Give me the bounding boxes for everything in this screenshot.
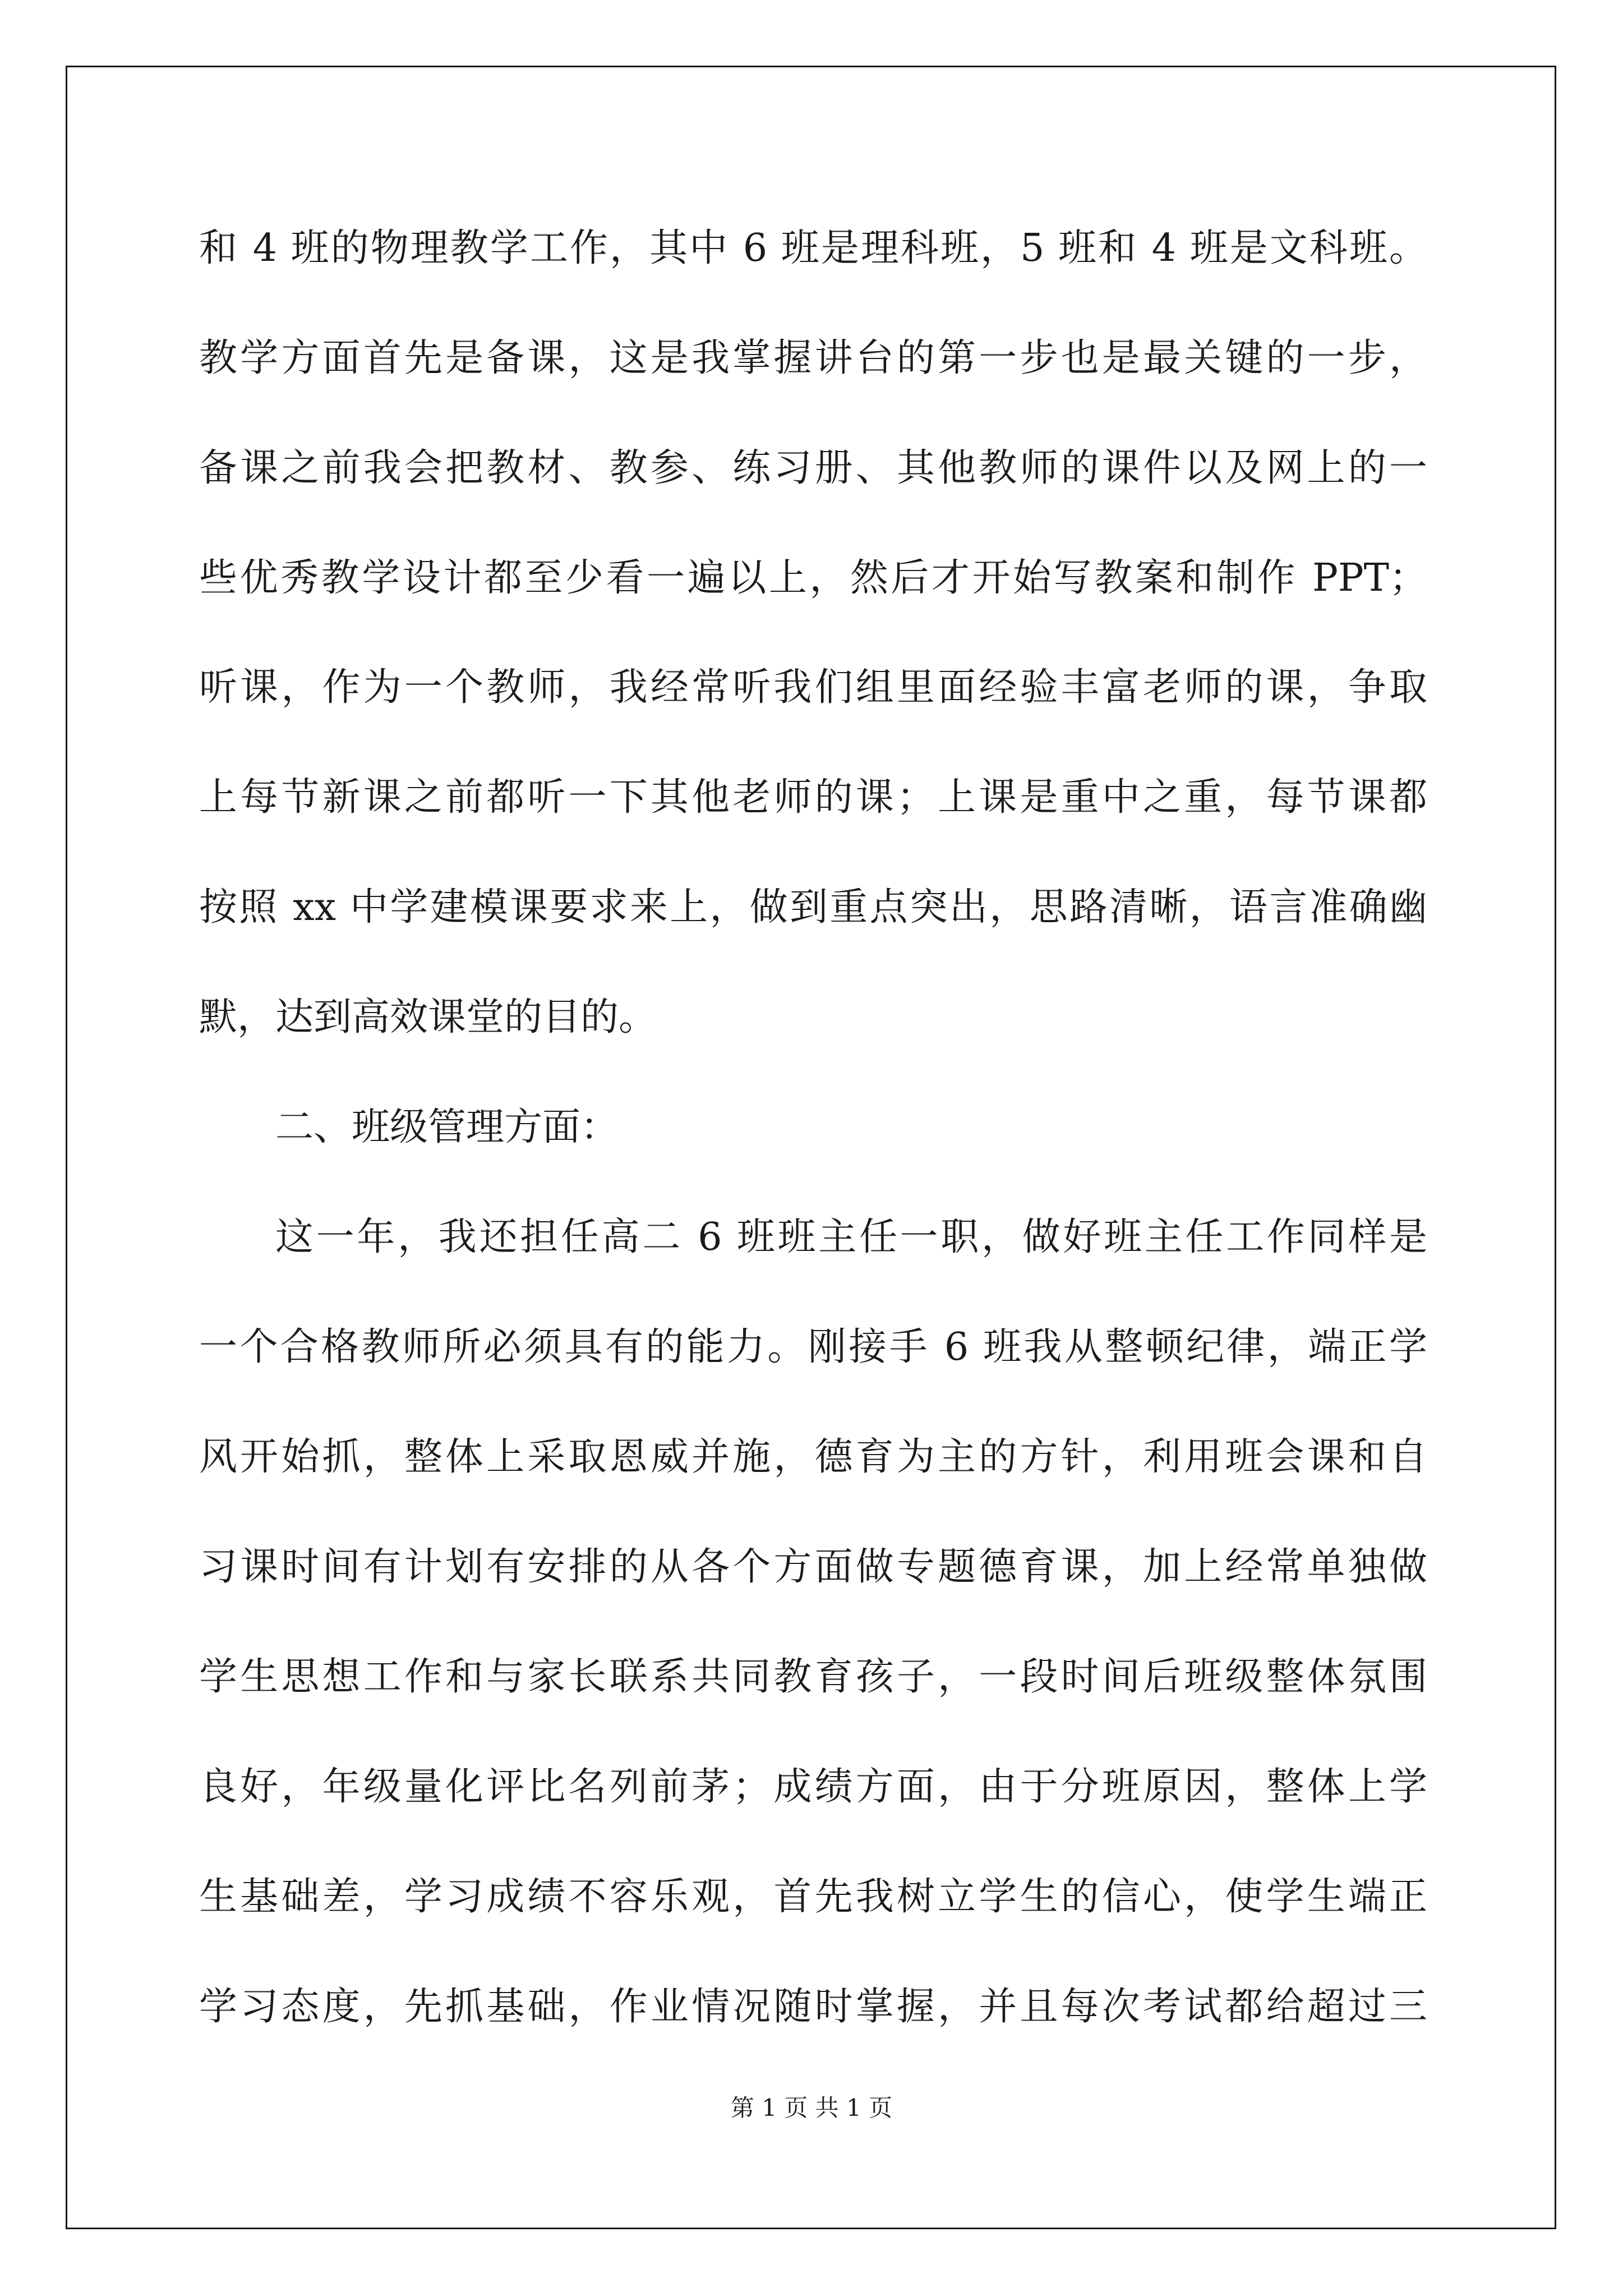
text-line: 生基础差，学习成绩不容乐观，首先我树立学生的信心，使学生端正 <box>199 1875 1427 1919</box>
text-line: 和 4 班的物理教学工作，其中 6 班是理科班，5 班和 4 班是文科班。 <box>199 226 1427 270</box>
text-line: 听课，作为一个教师，我经常听我们组里面经验丰富老师的课，争取 <box>199 665 1427 710</box>
text-line: 学生思想工作和与家长联系共同教育孩子，一段时间后班级整体氛围 <box>199 1655 1427 1699</box>
text-line: 学习态度，先抓基础，作业情况随时掌握，并且每次考试都给超过三 <box>199 1985 1427 2029</box>
page-footer: 第 1 页 共 1 页 <box>730 2094 893 2122</box>
text-line: 良好，年级量化评比名列前茅；成绩方面，由于分班原因，整体上学 <box>199 1765 1427 1809</box>
text-line: 些优秀教学设计都至少看一遍以上，然后才开始写教案和制作 PPT； <box>199 556 1427 600</box>
text-line: 这一年，我还担任高二 6 班班主任一职，做好班主任工作同样是 <box>275 1215 1427 1259</box>
text-line: 教学方面首先是备课，这是我掌握讲台的第一步也是最关键的一步， <box>199 336 1427 380</box>
text-line: 按照 xx 中学建模课要求来上，做到重点突出，思路清晰，语言准确幽 <box>199 885 1427 930</box>
text-line: 一个合格教师所必须具有的能力。刚接手 6 班我从整顿纪律，端正学 <box>199 1325 1427 1369</box>
text-line: 上每节新课之前都听一下其他老师的课；上课是重中之重，每节课都 <box>199 775 1427 820</box>
text-line: 默，达到高效课堂的目的。 <box>199 995 657 1039</box>
text-line: 习课时间有计划有安排的从各个方面做专题德育课，加上经常单独做 <box>199 1545 1427 1589</box>
text-line: 风开始抓，整体上采取恩威并施，德育为主的方针，利用班会课和自 <box>199 1435 1427 1479</box>
section-heading: 二、班级管理方面： <box>275 1105 619 1149</box>
text-line: 备课之前我会把教材、教参、练习册、其他教师的课件以及网上的一 <box>199 446 1427 490</box>
